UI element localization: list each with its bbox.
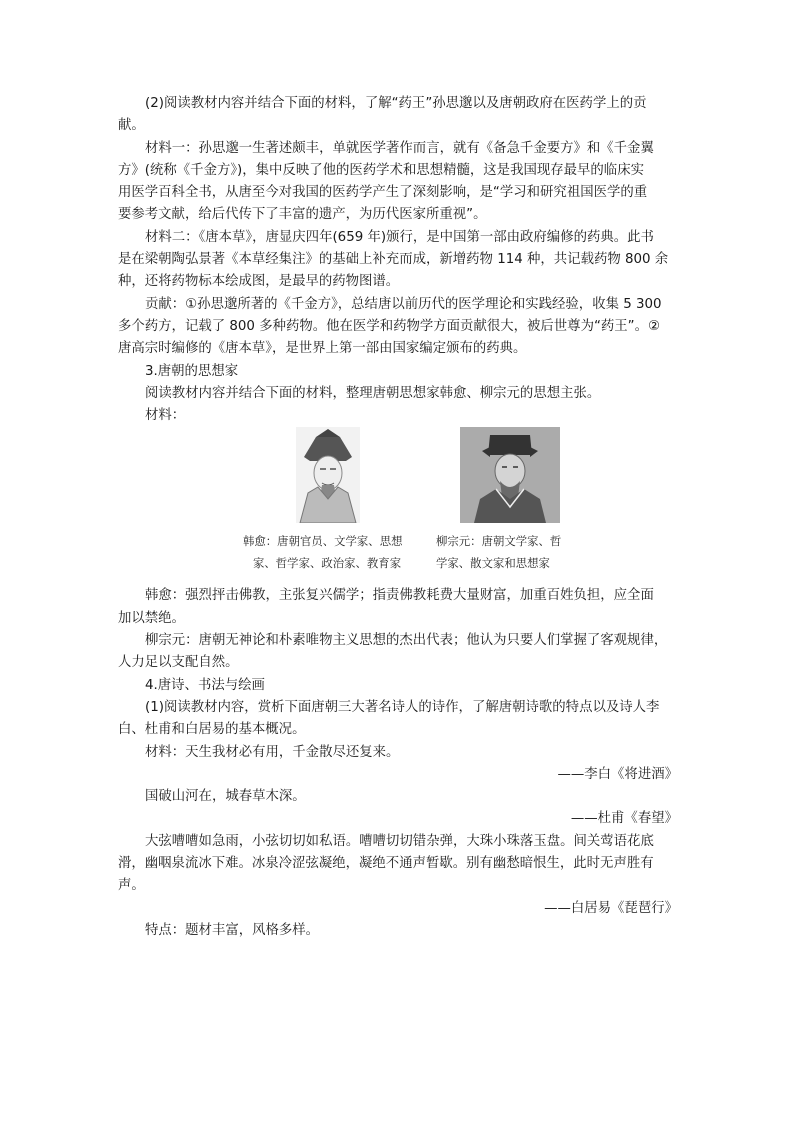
paragraph-line: 种，还将药物标本绘成图，是最早的药物图谱。 xyxy=(118,274,400,290)
paragraph: 材料： xyxy=(145,408,186,424)
liu-zongyuan-caption xyxy=(436,530,582,574)
paragraph-line: 加以禁绝。 xyxy=(118,610,185,626)
paragraph-line: 献。 xyxy=(118,118,145,134)
section-heading: 3.唐朝的思想家 xyxy=(145,363,239,379)
poem-quote-line: 滑，幽咽泉流冰下难。冰泉冷涩弦凝绝，凝绝不通声暂歇。别有幽愁暗恨生，此时无声胜有 xyxy=(118,856,654,872)
poem-quote-line: 声。 xyxy=(118,878,145,894)
paragraph-line: 方》(统称《千金方》)，集中反映了他的医药学术和思想精髓，这是我国现存最早的临床实 xyxy=(118,162,644,178)
han-yu-caption xyxy=(243,530,425,574)
paragraph: 特点：题材丰富，风格多样。 xyxy=(145,922,320,938)
poem-source: ——杜甫《春望》 xyxy=(570,811,678,827)
poem-quote: 国破山河在，城春草木深。 xyxy=(145,789,306,805)
paragraph-line: 白、杜甫和白居易的基本概况。 xyxy=(118,722,306,738)
section-heading: 4.唐诗、书法与绘画 xyxy=(145,677,265,693)
paragraph: 韩愈：强烈抨击佛教，主张复兴儒学；指责佛教耗费大量财富，加重百姓负担，应全面 xyxy=(145,588,654,604)
document-body xyxy=(118,93,678,942)
paragraph: 贡献：①孙思邈所著的《千金方》，总结唐以前历代的医学理论和实践经验，收集 5 300 xyxy=(145,296,662,312)
liu-zongyuan-portrait-image xyxy=(460,427,560,523)
han-yu-portrait-image xyxy=(296,427,360,523)
caption-line: 柳宗元：唐朝文学家、哲 xyxy=(436,534,562,549)
portrait-figures xyxy=(118,427,678,585)
paragraph-line: 人力足以支配自然。 xyxy=(118,655,239,671)
paragraph-line: 多个药方，记载了 800 多种药物。他在医学和药物学方面贡献很大，被后世尊为“药王”。② xyxy=(118,318,661,334)
poem-source: ——白居易《琵琶行》 xyxy=(544,900,678,916)
paragraph-line: 要参考文献，给后代传下了丰富的遗产，为历代医家所重视”。 xyxy=(118,207,487,223)
poem-quote: 大弦嘈嘈如急雨，小弦切切如私语。嘈嘈切切错杂弹，大珠小珠落玉盘。间关莺语花底 xyxy=(145,833,654,849)
poem-source: ——李白《将进酒》 xyxy=(557,766,678,782)
caption-line: 韩愈：唐朝官员、文学家、思想 xyxy=(243,534,403,549)
paragraph-line: 唐高宗时编修的《唐本草》，是世界上第一部由国家编定颁布的药典。 xyxy=(118,341,527,357)
caption-line: 学家、散文家和思想家 xyxy=(436,556,550,571)
paragraph: (2)阅读教材内容并结合下面的材料，了解“药王”孙思邈以及唐朝政府在医药学上的贡 xyxy=(145,96,647,111)
paragraph: 材料二：《唐本草》，唐显庆四年(659 年)颁行，是中国第一部由政府编修的药典。此书 xyxy=(145,229,654,245)
paragraph-line: 用医学百科全书，从唐至今对我国的医药学产生了深刻影响，是“学习和研究祖国医学的重 xyxy=(118,185,648,201)
poem-quote: 材料：天生我材必有用，千金散尽还复来。 xyxy=(145,744,400,760)
paragraph: (1)阅读教材内容，赏析下面唐朝三大著名诗人的诗作，了解唐朝诗歌的特点以及诗人李 xyxy=(145,699,660,715)
paragraph: 材料一：孙思邈一生著述颇丰，单就医学著作而言，就有《备急千金要方》和《千金翼 xyxy=(145,140,654,156)
caption-line: 家、哲学家、政治家、教育家 xyxy=(253,556,402,571)
paragraph: 柳宗元：唐朝无神论和朴素唯物主义思想的杰出代表；他认为只要人们掌握了客观规律， xyxy=(145,633,668,649)
paragraph-line: 是在梁朝陶弘景著《本草经集注》的基础上补充而成，新增药物 114 种，共记载药物 800 余 xyxy=(118,252,669,268)
paragraph: 阅读教材内容并结合下面的材料，整理唐朝思想家韩愈、柳宗元的思想主张。 xyxy=(145,385,601,401)
